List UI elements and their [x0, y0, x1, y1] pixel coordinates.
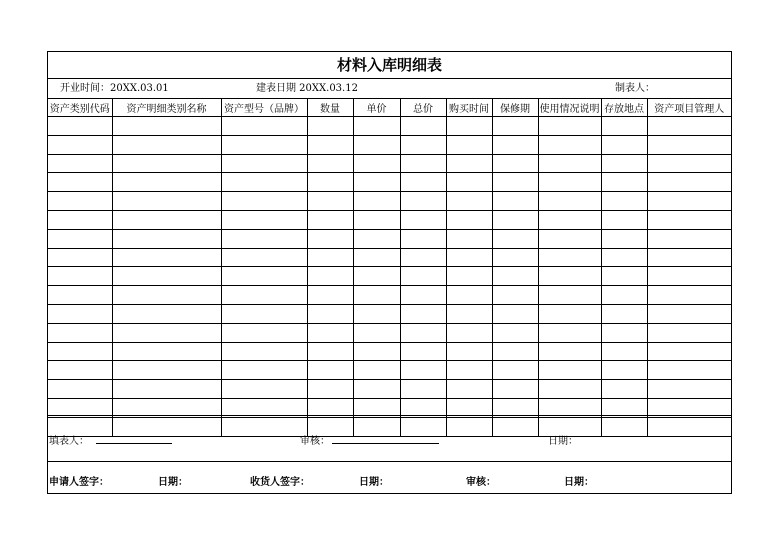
table-cell[interactable]	[400, 210, 446, 229]
table-cell[interactable]	[647, 210, 731, 229]
table-cell[interactable]	[307, 323, 353, 342]
table-cell[interactable]	[446, 154, 492, 173]
build-date: 建表日期 20XX.03.12	[256, 83, 358, 94]
table-cell[interactable]	[48, 286, 112, 305]
table-cell[interactable]	[307, 286, 353, 305]
table-cell[interactable]	[112, 267, 221, 286]
table-cell[interactable]	[48, 248, 112, 267]
table-cell[interactable]	[446, 304, 492, 323]
table-cell[interactable]	[538, 267, 601, 286]
inventory-sheet	[47, 51, 732, 494]
table-cell[interactable]	[446, 286, 492, 305]
table-cell[interactable]	[353, 210, 400, 229]
column-header: 资产类别代码	[48, 99, 112, 117]
table-cell[interactable]	[446, 267, 492, 286]
table-cell[interactable]	[538, 248, 601, 267]
table-cell[interactable]	[112, 248, 221, 267]
table-cell[interactable]	[446, 380, 492, 399]
table-cell[interactable]	[538, 210, 601, 229]
table-cell[interactable]	[221, 117, 307, 136]
table-cell[interactable]	[538, 154, 601, 173]
table-cell[interactable]	[400, 323, 446, 342]
table-cell[interactable]	[353, 117, 400, 136]
date-label-1: 日期：	[158, 477, 188, 488]
table-cell[interactable]	[353, 173, 400, 192]
table-cell[interactable]	[221, 173, 307, 192]
table-cell[interactable]	[307, 192, 353, 211]
table-row	[48, 304, 731, 323]
table-cell[interactable]	[538, 304, 601, 323]
table-cell[interactable]	[446, 173, 492, 192]
table-cell[interactable]	[307, 267, 353, 286]
filler-signature-line[interactable]	[96, 434, 172, 444]
table-cell[interactable]	[492, 135, 538, 154]
table-cell[interactable]	[647, 323, 731, 342]
review-signature-line[interactable]	[332, 434, 439, 444]
table-cell[interactable]	[492, 192, 538, 211]
receiver-signature-label: 收货人签字：	[250, 477, 310, 488]
table-cell[interactable]	[601, 154, 647, 173]
table-row	[48, 323, 731, 342]
table-cell[interactable]	[647, 229, 731, 248]
table-cell[interactable]	[112, 173, 221, 192]
table-cell[interactable]	[112, 192, 221, 211]
table-cell[interactable]	[492, 248, 538, 267]
sheet-title: 材料入库明细表	[48, 52, 731, 79]
table-cell[interactable]	[492, 380, 538, 399]
column-header: 资产项目管理人	[647, 99, 731, 117]
table-cell[interactable]	[112, 210, 221, 229]
table-cell[interactable]	[647, 267, 731, 286]
table-cell[interactable]	[112, 342, 221, 361]
table-cell[interactable]	[400, 117, 446, 136]
column-header: 总价	[400, 99, 446, 117]
table-cell[interactable]	[601, 286, 647, 305]
table-cell[interactable]	[112, 229, 221, 248]
table-cell[interactable]	[446, 361, 492, 380]
table-body	[48, 117, 731, 437]
table-row	[48, 192, 731, 211]
table-cell[interactable]	[647, 192, 731, 211]
table-cell[interactable]	[221, 135, 307, 154]
table-cell[interactable]	[400, 135, 446, 154]
table-row	[48, 361, 731, 380]
table-cell[interactable]	[221, 342, 307, 361]
table-cell[interactable]	[307, 304, 353, 323]
table-cell[interactable]	[492, 154, 538, 173]
table-cell[interactable]	[112, 117, 221, 136]
table-cell[interactable]	[400, 154, 446, 173]
column-header: 使用情况说明	[538, 99, 601, 117]
table-cell[interactable]	[492, 210, 538, 229]
table-cell[interactable]	[538, 380, 601, 399]
table-cell[interactable]	[601, 135, 647, 154]
table-cell[interactable]	[48, 173, 112, 192]
table-cell[interactable]	[601, 304, 647, 323]
table-cell[interactable]	[307, 380, 353, 399]
table-cell[interactable]	[353, 192, 400, 211]
table-cell[interactable]	[400, 267, 446, 286]
table-cell[interactable]	[221, 286, 307, 305]
column-header: 保修期	[492, 99, 538, 117]
table-cell[interactable]	[538, 361, 601, 380]
table-cell[interactable]	[538, 342, 601, 361]
table-cell[interactable]	[353, 248, 400, 267]
table-cell[interactable]	[221, 361, 307, 380]
table-cell[interactable]	[400, 286, 446, 305]
table-row	[48, 117, 731, 136]
date-label: 日期：	[548, 436, 578, 447]
table-cell[interactable]	[647, 117, 731, 136]
table-cell[interactable]	[307, 248, 353, 267]
table-cell[interactable]	[307, 135, 353, 154]
table-cell[interactable]	[307, 117, 353, 136]
table-cell[interactable]	[112, 154, 221, 173]
table-header-row	[48, 99, 731, 117]
table-row	[48, 173, 731, 192]
table-cell[interactable]	[353, 154, 400, 173]
table-cell[interactable]	[538, 192, 601, 211]
table-cell[interactable]	[353, 323, 400, 342]
table-cell[interactable]	[221, 267, 307, 286]
date-label-3: 日期：	[564, 477, 594, 488]
table-cell[interactable]	[647, 304, 731, 323]
table-cell[interactable]	[400, 304, 446, 323]
table-cell[interactable]	[112, 304, 221, 323]
table-cell[interactable]	[647, 154, 731, 173]
column-header: 资产型号（品牌）	[221, 99, 307, 117]
table-cell[interactable]	[221, 380, 307, 399]
signature-row	[48, 462, 731, 494]
table-cell[interactable]	[538, 286, 601, 305]
table-cell[interactable]	[353, 342, 400, 361]
table-cell[interactable]	[48, 361, 112, 380]
table-cell[interactable]	[601, 192, 647, 211]
table-cell[interactable]	[601, 229, 647, 248]
table-cell[interactable]	[307, 173, 353, 192]
table-cell[interactable]	[48, 380, 112, 399]
table-row	[48, 248, 731, 267]
table-cell[interactable]	[48, 229, 112, 248]
table-cell[interactable]	[221, 304, 307, 323]
table-cell[interactable]	[48, 154, 112, 173]
table-cell[interactable]	[221, 248, 307, 267]
table-row	[48, 267, 731, 286]
table-cell[interactable]	[647, 342, 731, 361]
table-cell[interactable]	[48, 210, 112, 229]
table-cell[interactable]	[647, 380, 731, 399]
open-time: 开业时间：20XX.03.01	[60, 83, 169, 94]
table-cell[interactable]	[601, 323, 647, 342]
column-header: 数量	[307, 99, 353, 117]
table-cell[interactable]	[446, 229, 492, 248]
table-cell[interactable]	[492, 286, 538, 305]
table-cell[interactable]	[400, 173, 446, 192]
table-cell[interactable]	[647, 361, 731, 380]
table-row	[48, 286, 731, 305]
table-cell[interactable]	[307, 229, 353, 248]
table-cell[interactable]	[221, 192, 307, 211]
table-cell[interactable]	[492, 117, 538, 136]
table-cell[interactable]	[647, 248, 731, 267]
info-row	[48, 79, 731, 99]
table-cell[interactable]	[400, 248, 446, 267]
table-cell[interactable]	[48, 267, 112, 286]
review-label: 审核：	[300, 436, 330, 447]
table-row	[48, 380, 731, 399]
table-cell[interactable]	[221, 154, 307, 173]
table-cell[interactable]	[353, 229, 400, 248]
table-cell[interactable]	[353, 361, 400, 380]
table-row	[48, 229, 731, 248]
table-cell[interactable]	[112, 135, 221, 154]
table-cell[interactable]	[307, 154, 353, 173]
column-header: 资产明细类别名称	[112, 99, 221, 117]
table-cell[interactable]	[112, 380, 221, 399]
table-cell[interactable]	[446, 210, 492, 229]
table-cell[interactable]	[48, 323, 112, 342]
table-cell[interactable]	[353, 380, 400, 399]
table-cell[interactable]	[446, 248, 492, 267]
table-cell[interactable]	[353, 304, 400, 323]
table-cell[interactable]	[307, 342, 353, 361]
table-cell[interactable]	[307, 210, 353, 229]
column-header: 单价	[353, 99, 400, 117]
table-cell[interactable]	[647, 135, 731, 154]
table-cell[interactable]	[538, 323, 601, 342]
table-cell[interactable]	[353, 267, 400, 286]
applicant-signature-label: 申请人签字：	[49, 477, 109, 488]
table-cell[interactable]	[446, 342, 492, 361]
table-cell[interactable]	[538, 173, 601, 192]
table-cell[interactable]	[353, 286, 400, 305]
column-header: 购买时间	[446, 99, 492, 117]
table-cell[interactable]	[601, 210, 647, 229]
table-cell[interactable]	[492, 304, 538, 323]
table-cell[interactable]	[400, 380, 446, 399]
table-cell[interactable]	[601, 117, 647, 136]
table-row	[48, 154, 731, 173]
table-cell[interactable]	[601, 361, 647, 380]
table-cell[interactable]	[221, 229, 307, 248]
table-row	[48, 135, 731, 154]
table-cell[interactable]	[48, 117, 112, 136]
table-cell[interactable]	[492, 267, 538, 286]
table-cell[interactable]	[400, 342, 446, 361]
table-row	[48, 210, 731, 229]
table-cell[interactable]	[647, 173, 731, 192]
table-cell[interactable]	[492, 229, 538, 248]
table-cell[interactable]	[446, 117, 492, 136]
table-cell[interactable]	[112, 323, 221, 342]
date-label-2: 日期：	[359, 477, 389, 488]
filler-text: 填表人：	[49, 436, 89, 447]
table-cell[interactable]	[492, 361, 538, 380]
table-cell[interactable]	[400, 192, 446, 211]
table-cell[interactable]	[601, 248, 647, 267]
table-cell[interactable]	[538, 135, 601, 154]
table-cell[interactable]	[48, 342, 112, 361]
table-cell[interactable]	[446, 135, 492, 154]
table-cell[interactable]	[446, 323, 492, 342]
filler-label	[49, 432, 89, 447]
table-cell[interactable]	[112, 361, 221, 380]
table-cell[interactable]	[48, 192, 112, 211]
table-cell[interactable]	[221, 323, 307, 342]
table-cell[interactable]	[492, 323, 538, 342]
table-cell[interactable]	[601, 267, 647, 286]
table-cell[interactable]	[601, 380, 647, 399]
detail-table	[48, 99, 731, 437]
table-cell[interactable]	[307, 361, 353, 380]
review-label-2: 审核：	[466, 477, 496, 488]
table-cell[interactable]	[538, 117, 601, 136]
filler-row	[48, 415, 731, 462]
table-cell[interactable]	[48, 304, 112, 323]
table-cell[interactable]	[353, 135, 400, 154]
table-cell[interactable]	[112, 286, 221, 305]
table-cell[interactable]	[400, 229, 446, 248]
table-row	[48, 342, 731, 361]
table-cell[interactable]	[538, 229, 601, 248]
table-cell[interactable]	[601, 342, 647, 361]
table-cell[interactable]	[400, 361, 446, 380]
table-cell[interactable]	[492, 173, 538, 192]
maker-label: 制表人：	[615, 83, 655, 94]
table-cell[interactable]	[446, 192, 492, 211]
table-cell[interactable]	[647, 286, 731, 305]
table-cell[interactable]	[601, 173, 647, 192]
table-cell[interactable]	[48, 135, 112, 154]
table-cell[interactable]	[492, 342, 538, 361]
column-header: 存放地点	[601, 99, 647, 117]
table-cell[interactable]	[221, 210, 307, 229]
